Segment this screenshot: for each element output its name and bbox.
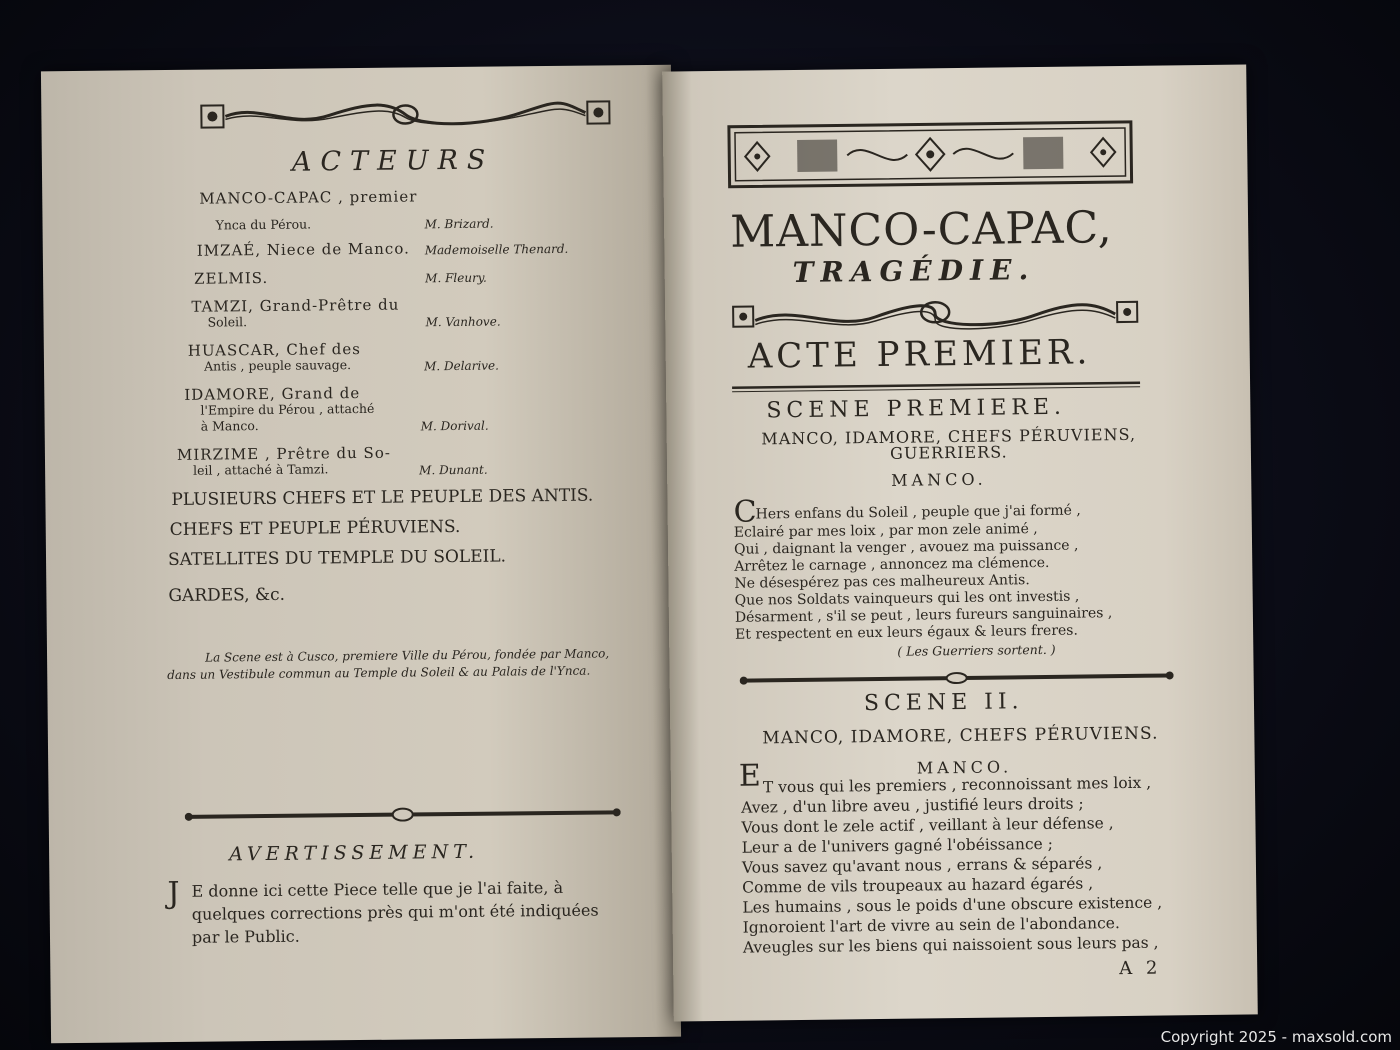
- actor-zelmis: M. Fleury.: [425, 270, 487, 286]
- scene1-persons-2: GUERRIERS.: [890, 442, 1008, 463]
- cast-desc-manco: Ynca du Pérou.: [215, 216, 312, 233]
- avertissement-dropcap: J: [167, 875, 180, 912]
- cast-name-mirzime: MIRZIME , Prêtre du So-: [176, 443, 391, 464]
- avertissement-text: E donne ici cette Piece telle que je l'ai faite, à quelques corrections près qui m'ont été indiquées par le Public.: [191, 877, 599, 947]
- scene2-verse-5: Vous savez qu'avant nous , errans & séparés ,: [741, 854, 1103, 877]
- cast-name-manco: MANCO-CAPAC , premier: [199, 187, 418, 208]
- actor-tamzi: M. Vanhove.: [425, 314, 501, 330]
- stage-direction: ( Les Guerriers sortent. ): [897, 641, 1056, 659]
- play-title: MANCO-CAPAC,: [729, 202, 1113, 258]
- cast-desc-idamore: l'Empire du Pérou , attaché: [200, 400, 375, 418]
- scene2-dropcap: E: [738, 758, 761, 794]
- divider-ornament-left: [185, 805, 621, 824]
- scene2-verse-3: Vous dont le zele actif , veillant à leur défense ,: [741, 814, 1114, 837]
- scene1-verse-1: Hers enfans du Soleil , peuple que j'ai formé ,: [755, 502, 1081, 523]
- actor-huascar: M. Delarive.: [423, 358, 500, 374]
- cast-desc-mirzime: leil , attaché à Tamzi.: [193, 461, 329, 478]
- scene1-speaker: MANCO.: [891, 469, 987, 490]
- scene2-verse-4: Leur a de l'univers gagné l'obéissance ;: [741, 834, 1054, 857]
- cast-name-tamzi: TAMZI, Grand-Prêtre du: [191, 295, 400, 316]
- scene1-dropcap: C: [733, 494, 757, 530]
- group-peruviens: CHEFS ET PEUPLE PÉRUVIENS.: [169, 516, 461, 541]
- scene2-verse-9: Aveugles sur les biens qui naissoient sous leurs pas ,: [742, 933, 1159, 957]
- scene2-verse-1: T vous qui les premiers , reconnoissant mes loix ,: [762, 773, 1152, 797]
- scene1-verse-3: Qui , daignant la venger , avouez ma puissance ,: [733, 537, 1079, 558]
- scene1-verse-4: Arrêtez le carnage , annoncez ma clémence.: [734, 554, 1050, 575]
- scene2-heading: SCENE II.: [863, 689, 1024, 717]
- cast-desc-tamzi: Soleil.: [207, 314, 248, 330]
- scene1-verse-2: Eclairé par mes loix , par mon zele animé ,: [733, 521, 1038, 541]
- actor-imzae: Mademoiselle Thenard.: [424, 241, 569, 258]
- scene-note: La Scene est à Cusco, premiere Ville du Pérou, fondée par Manco, dans un Vestibule commun au Temple du Soleil & au Palais de l'Ynca.: [167, 646, 610, 683]
- left-page: [41, 65, 681, 1044]
- cast-name-idamore: IDAMORE, Grand de: [184, 384, 361, 404]
- cast-title: ACTEURS: [291, 144, 495, 178]
- scene1-persons: MANCO, IDAMORE, CHEFS PÉRUVIENS,: [761, 424, 1137, 449]
- cast-desc-huascar: Antis , peuple sauvage.: [203, 357, 352, 374]
- avertissement-title: AVERTISSEMENT.: [229, 840, 480, 866]
- cast-desc-idamore-2: à Manco.: [200, 418, 259, 434]
- vine-ornament: [731, 294, 1139, 337]
- scene1-verse-8: Et respectent en eux leurs égaux & leurs freres.: [735, 622, 1078, 643]
- scene2-verse-6: Comme de vils troupeaux au hazard égarés ,: [742, 874, 1094, 897]
- signature-mark: A 2: [1119, 957, 1162, 980]
- top-ornament-left: [199, 97, 611, 131]
- group-satellites: SATELLITES DU TEMPLE DU SOLEIL.: [167, 546, 507, 571]
- actor-idamore: M. Dorival.: [420, 418, 489, 434]
- right-page: [662, 64, 1258, 1021]
- scene1-verse-7: Désarment , s'il se peut , leurs fureurs sanguinaires ,: [734, 605, 1113, 626]
- cast-name-zelmis: ZELMIS.: [194, 268, 269, 288]
- scene-divider: [740, 669, 1174, 686]
- header-ornament: [727, 120, 1134, 189]
- scene2-verse-2: Avez , d'un libre aveu , justifié leurs droits ;: [741, 794, 1084, 817]
- scene1-heading: SCENE PREMIERE.: [766, 394, 1067, 424]
- group-antis: PLUSIEURS CHEFS ET LE PEUPLE DES ANTIS.: [171, 485, 594, 510]
- scene2-verse-7: Les humains , sous le poids d'une obscure existence ,: [742, 893, 1163, 917]
- group-gardes: GARDES, &c.: [168, 584, 286, 607]
- play-subtitle: TRAGÉDIE.: [792, 253, 1036, 290]
- copyright-watermark: Copyright 2025 - maxsold.com: [1160, 1028, 1392, 1046]
- actor-mirzime: M. Dunant.: [419, 462, 488, 478]
- scene2-speaker: MANCO.: [916, 757, 1013, 778]
- cast-name-imzae: IMZAÉ, Niece de Manco.: [196, 239, 410, 260]
- acte-rule: [730, 380, 1142, 395]
- acte-heading: ACTE PREMIER.: [747, 332, 1092, 377]
- scene1-verse-5: Ne désespérez pas ces malheureux Antis.: [734, 572, 1030, 592]
- scene1-verse-6: Que nos Soldats vainqueurs qui les ont investis ,: [734, 588, 1080, 609]
- scene2-persons: MANCO, IDAMORE, CHEFS PÉRUVIENS.: [762, 723, 1159, 749]
- actor-manco: M. Brizard.: [424, 216, 494, 232]
- scene2-verse-8: Ignoroient l'art de vivre au sein de l'abondance.: [742, 914, 1120, 937]
- cast-name-huascar: HUASCAR, Chef des: [187, 339, 361, 360]
